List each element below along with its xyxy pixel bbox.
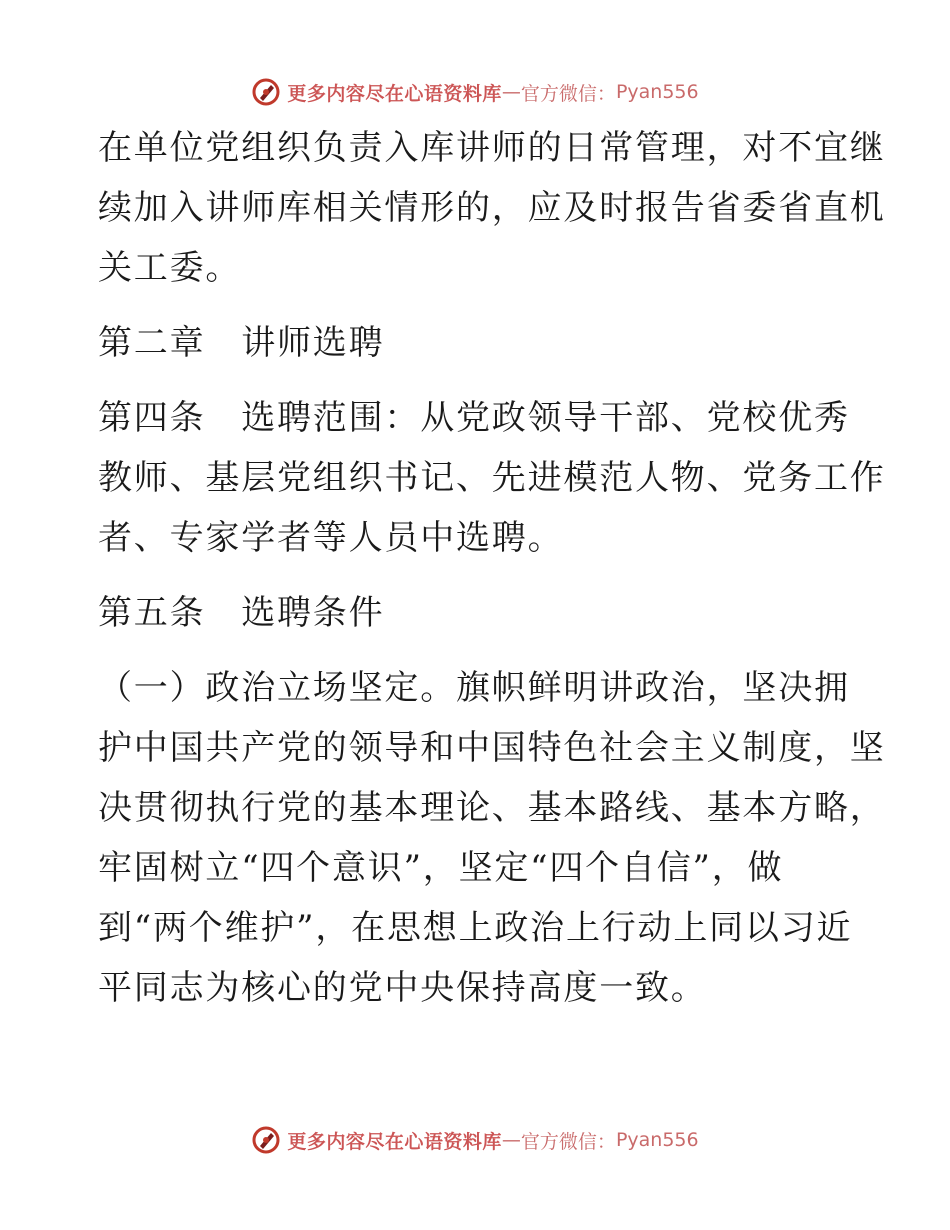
watermark-text: 更多内容尽在心语资料库 [287,82,502,105]
watermark-text: 更多内容尽在心语资料库 [287,1130,502,1153]
watermark-wechat-id: Pyan556 [615,81,699,103]
article-line: 第四条 选聘范围：从党政领导干部、党校优秀 [98,398,850,438]
paragraph-line: 者、专家学者等人员中选聘。 [98,518,564,558]
footer-watermark [0,1120,950,1160]
paragraph-line: 决贯彻执行党的基本理论、基本路线、基本方略， [98,788,886,828]
watermark-dash: — [501,81,521,103]
watermark-tail: 官方微信： [520,1130,616,1153]
header-watermark [0,72,950,112]
paragraph-line: 牢固树立“四个意识”，坚定“四个自信”，做 [98,848,784,888]
paragraph-line: 到“两个维护”，在思想上政治上行动上同以习近 [98,908,853,948]
watermark-wechat-id: Pyan556 [615,1129,699,1151]
document-body [98,118,886,1018]
watermark-tail: 官方微信： [520,82,616,105]
chapter-heading: 第二章 讲师选聘 [98,323,385,363]
paragraph-line: 关工委。 [98,248,242,288]
paragraph-line: 在单位党组织负责入库讲师的日常管理，对不宜继 [98,128,886,168]
paragraph-line: 教师、基层党组织书记、先进模范人物、党务工作 [98,458,886,498]
watermark-dash: — [501,1129,521,1151]
pen-circle-logo-icon [251,1125,281,1155]
paragraph-line: 平同志为核心的党中央保持高度一致。 [98,968,707,1008]
pen-circle-logo-icon [251,77,281,107]
paragraph-line: 续加入讲师库相关情形的，应及时报告省委省直机 [98,188,886,228]
article-line: （一）政治立场坚定。旗帜鲜明讲政治，坚决拥 [98,668,850,708]
article-heading: 第五条 选聘条件 [98,593,385,633]
paragraph-line: 护中国共产党的领导和中国特色社会主义制度，坚 [98,728,886,768]
